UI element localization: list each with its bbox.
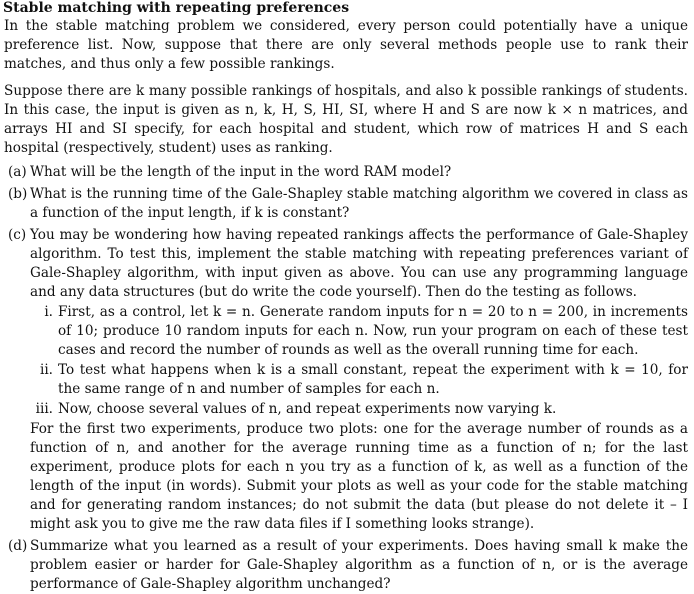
setup-paragraph: Suppose there are k many possible rankings of hospitals, and also k possible rankings of students. In this case, the input is given as n, k, H, S, HI, SI, where H and S are now k × n matrices, and arrays HI and SI specify, for each hospital and student, which row of matrices H and S each hospital (respectively, student) uses as ranking. bbox=[4, 83, 688, 156]
experiment-iii bbox=[30, 400, 688, 419]
question-a-marker: (a) bbox=[8, 164, 27, 180]
question-c-marker: (c) bbox=[8, 227, 27, 243]
intro-paragraph: In the stable matching problem we considered, every person could potentially have a unique preference list. Now, suppose that there are only several methods people use to rank their matches, and thus only a few possible rankings. bbox=[4, 18, 688, 72]
experiment-ii-marker: ii. bbox=[39, 362, 53, 378]
experiment-i-text: First, as a control, let k = n. Generate random inputs for n = 20 to n = 200, in increments of 10; produce 10 random inputs for each n. Now, run your program on each of these test cases and record the number of rounds as well as the overall running time for each. bbox=[58, 304, 688, 358]
experiment-list bbox=[30, 303, 688, 419]
question-b-text: What is the running time of the Gale-Shapley stable matching algorithm we covered in class as a function of the input length, if k is constant? bbox=[30, 186, 688, 221]
experiment-iii-text: Now, choose several values of n, and repeat experiments now varying k. bbox=[58, 401, 557, 417]
question-b bbox=[4, 185, 688, 223]
question-d-marker: (d) bbox=[8, 538, 28, 554]
question-c bbox=[4, 226, 688, 534]
question-b-marker: (b) bbox=[8, 186, 28, 202]
question-c-body bbox=[30, 226, 688, 534]
experiment-iii-marker: iii. bbox=[35, 401, 53, 417]
question-a-text: What will be the length of the input in the word RAM model? bbox=[30, 164, 452, 180]
question-list bbox=[4, 163, 688, 594]
question-d bbox=[4, 537, 688, 594]
experiment-ii bbox=[30, 361, 688, 399]
experiment-i bbox=[30, 303, 688, 360]
experiment-i-marker: i. bbox=[44, 304, 53, 320]
question-a bbox=[4, 163, 688, 182]
question-c-followup: For the first two experiments, produce two plots: one for the average number of rounds as a function of n, and another for the average running time as a function of n; for the last experiment, produce plots for each n you try as a function of k, as well as a function of the length of the input (in words). Submit your plots as well as your code for the stable matching and for generating random instances; do not submit the data (but please do not delete it – I might ask you to give me the raw data files if I something looks strange). bbox=[30, 421, 688, 532]
question-c-text: You may be wondering how having repeated rankings affects the performance of Gale-Shapley algorithm. To test this, implement the stable matching with repeating preferences variant of Gale-Shapley algorithm, with input given as above. You can use any programming language and any data structures (but do write the code yourself). Then do the testing as follows. bbox=[30, 227, 688, 300]
question-d-text: Summarize what you learned as a result of your experiments. Does having small k make the problem easier or harder for Gale-Shapley algorithm as a function of n, or is the average performance of Gale-Shapley algorithm unchanged? bbox=[30, 538, 688, 592]
experiment-ii-text: To test what happens when k is a small constant, repeat the experiment with k = 10, for the same range of n and number of samples for each n. bbox=[58, 362, 688, 397]
section-title: Stable matching with repeating preferences bbox=[3, 0, 350, 16]
